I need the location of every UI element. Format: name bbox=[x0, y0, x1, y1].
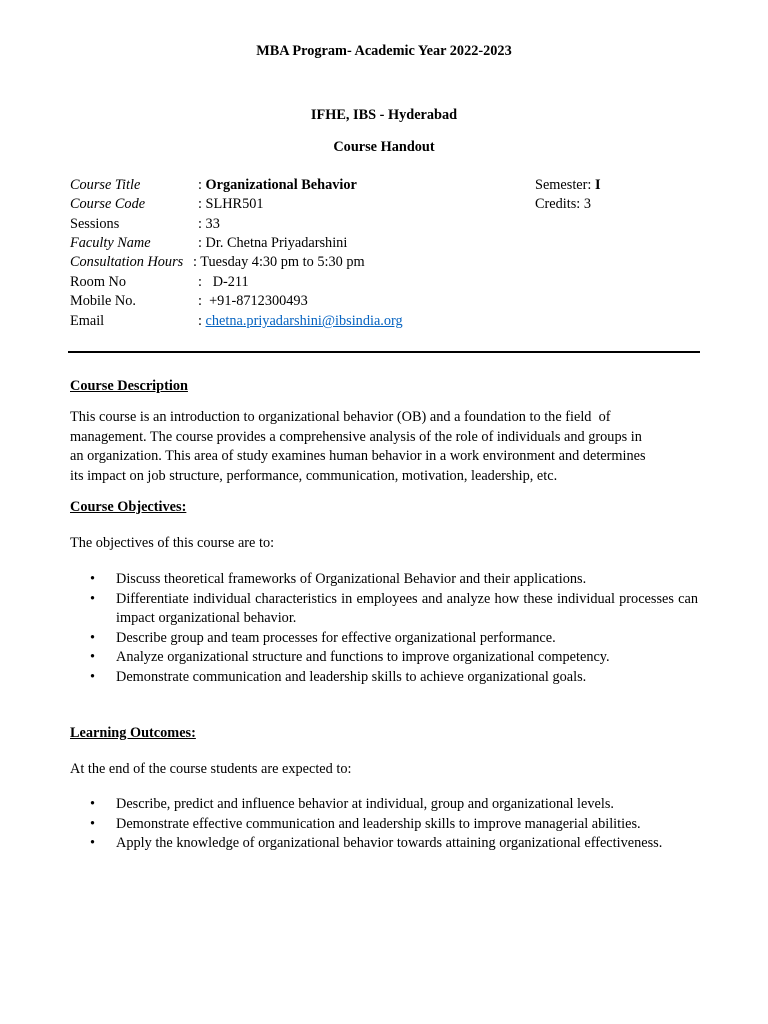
course-code-label: Course Code bbox=[70, 196, 146, 212]
course-code-value: : SLHR501 bbox=[198, 196, 264, 212]
outcomes-list bbox=[70, 795, 698, 854]
course-description-heading: Course Description bbox=[70, 378, 188, 394]
bullet-icon: • bbox=[90, 815, 96, 832]
list-item: • Demonstrate effective communication and leadership skills to improve managerial abilities. bbox=[70, 815, 698, 835]
institute-name: IFHE, IBS - Hyderabad bbox=[310, 107, 458, 123]
objectives-intro: The objectives of this course are to: bbox=[70, 535, 275, 551]
bullet-icon: • bbox=[90, 835, 96, 852]
bullet-icon: • bbox=[90, 796, 96, 812]
credits: Credits: 3 bbox=[535, 196, 591, 212]
faculty-value: : Dr. Chetna Priyadarshini bbox=[198, 235, 348, 251]
bullet-icon: • bbox=[90, 571, 96, 587]
semester-label: Semester: bbox=[535, 177, 592, 193]
list-item: • Apply the knowledge of organizational behavior towards attaining organizational effectiveness. bbox=[70, 834, 698, 854]
course-title-text: Organizational Behavior bbox=[205, 177, 357, 193]
description-line: its impact on job structure, performance, communication, motivation, leadership, etc. bbox=[70, 467, 558, 484]
bullet-icon: • bbox=[90, 590, 96, 607]
outcomes-intro: At the end of the course students are expected to: bbox=[70, 761, 352, 777]
document-title: Course Handout bbox=[333, 139, 435, 155]
course-description-text bbox=[70, 408, 700, 486]
description-line: management. The course provides a comprehensive analysis of the role of individuals and groups in bbox=[70, 428, 642, 445]
room-value: : D-211 bbox=[198, 274, 249, 290]
learning-outcomes-heading: Learning Outcomes: bbox=[70, 725, 196, 741]
email-label: Email bbox=[70, 313, 105, 329]
list-item: • Discuss theoretical frameworks of Organizational Behavior and their applications. bbox=[70, 570, 698, 590]
course-title-label: Course Title bbox=[70, 177, 141, 193]
course-objectives-heading: Course Objectives: bbox=[70, 499, 187, 515]
section-divider bbox=[68, 351, 700, 353]
mobile-value: : +91-8712300493 bbox=[198, 293, 308, 309]
bullet-icon: • bbox=[90, 668, 96, 685]
description-line: an organization. This area of study examines human behavior in a work environment and determines bbox=[70, 448, 646, 465]
description-line: This course is an introduction to organizational behavior (OB) and a foundation to the field of bbox=[70, 409, 611, 425]
course-title-value: : Organizational Behavior bbox=[198, 177, 357, 193]
objectives-list bbox=[70, 570, 698, 688]
sessions-value: : 33 bbox=[198, 216, 220, 232]
room-label: Room No bbox=[70, 274, 127, 290]
program-line: MBA Program- Academic Year 2022-2023 bbox=[256, 43, 512, 59]
list-item: • Describe group and team processes for effective organizational performance. bbox=[70, 629, 698, 649]
email-link[interactable]: chetna.priyadarshini@ibsindia.org bbox=[205, 313, 403, 329]
mobile-label: Mobile No. bbox=[70, 293, 136, 309]
faculty-label: Faculty Name bbox=[70, 235, 151, 251]
list-item: • Analyze organizational structure and functions to improve organizational competency. bbox=[70, 648, 698, 668]
bullet-icon: • bbox=[90, 629, 96, 646]
consultation-value: : Tuesday 4:30 pm to 5:30 pm bbox=[193, 254, 365, 270]
consultation-label: Consultation Hours bbox=[70, 254, 184, 270]
list-item: • Demonstrate communication and leadership skills to achieve organizational goals. bbox=[70, 668, 698, 688]
semester-value: I bbox=[594, 177, 601, 193]
list-item: • Describe, predict and influence behavior at individual, group and organizational levels. bbox=[70, 795, 698, 815]
semester bbox=[535, 177, 601, 194]
bullet-icon: • bbox=[90, 649, 96, 666]
email-value: : chetna.priyadarshini@ibsindia.org bbox=[198, 313, 403, 329]
sessions-label: Sessions bbox=[70, 216, 120, 232]
list-item: • Differentiate individual characteristics in employees and analyze how these individual processes can impact organizational behavior. bbox=[90, 590, 698, 627]
